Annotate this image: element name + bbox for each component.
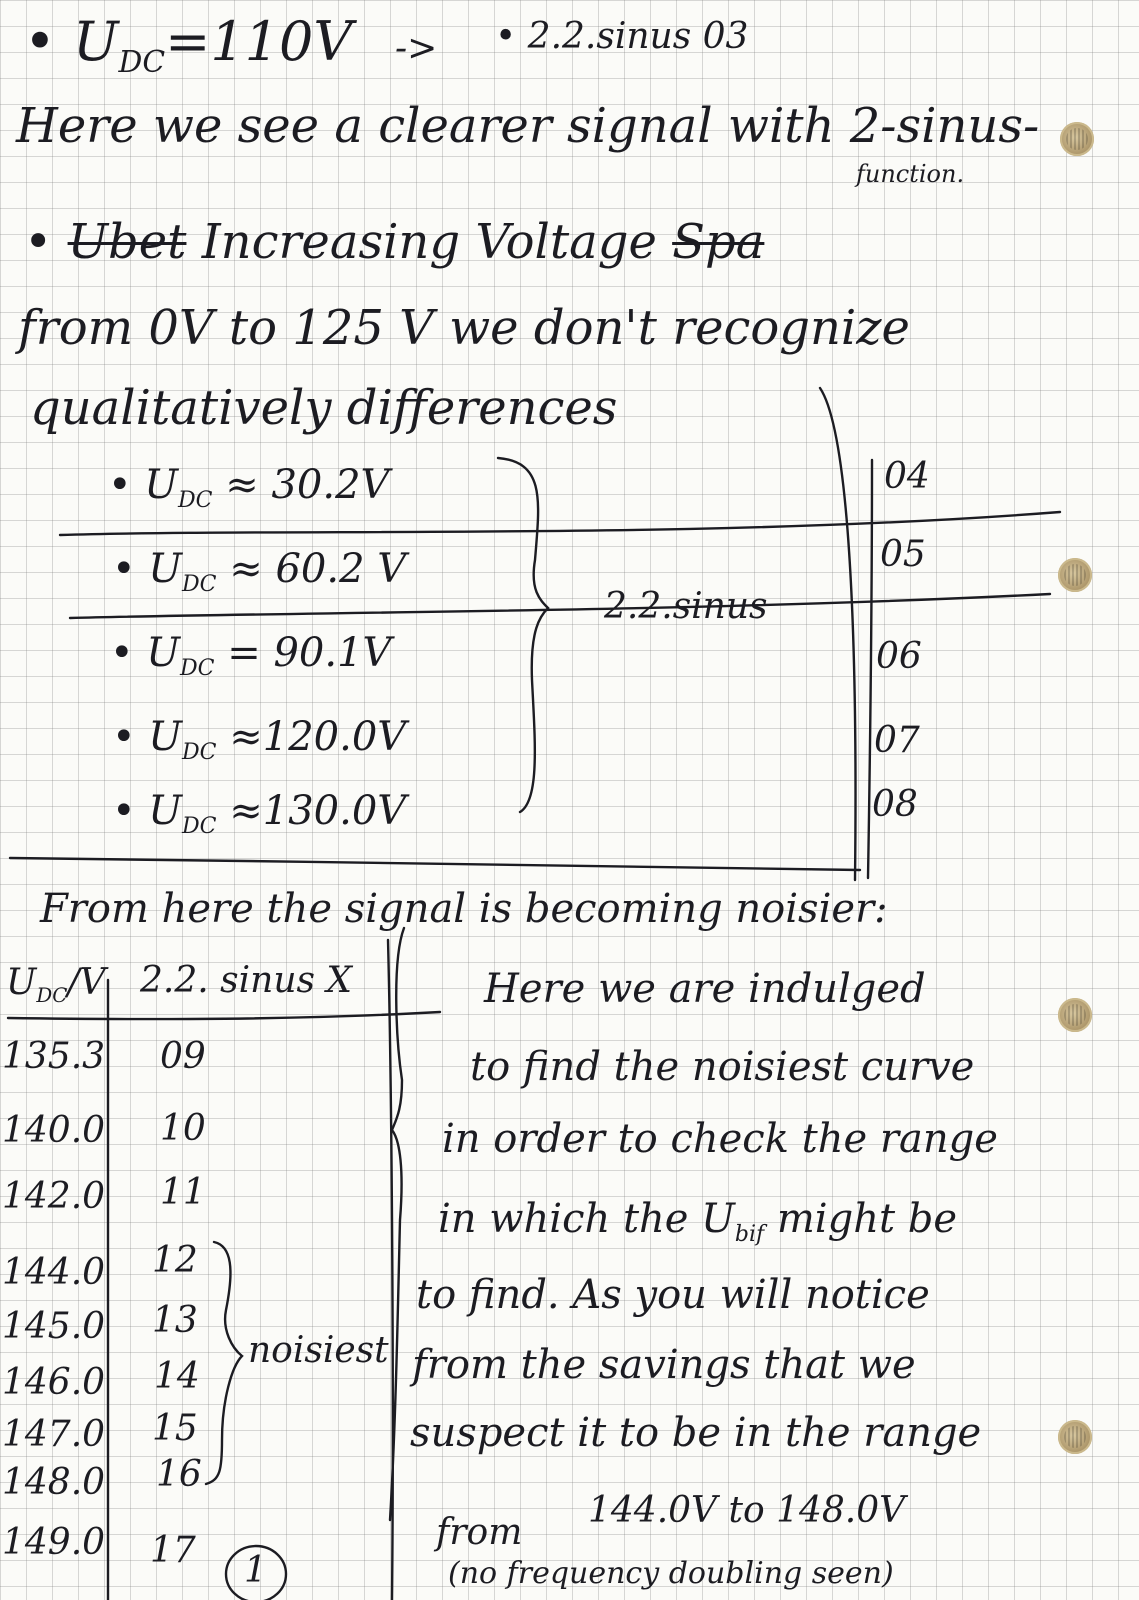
arrow: -> — [395, 28, 438, 69]
note-line: Here we are indulged — [484, 966, 926, 1012]
dc-voltage-110-line — [24, 10, 352, 80]
table-cell-voltage: 142.0 — [2, 1176, 106, 1217]
noisiest-label: noisiest — [248, 1330, 389, 1371]
list-divider — [60, 512, 1060, 535]
voltage-value: =110V — [165, 10, 353, 73]
text: Increasing Voltage — [201, 214, 657, 270]
table-cell-voltage: 149.0 — [2, 1522, 106, 1563]
noisiest-brace — [206, 1242, 242, 1484]
list-divider — [70, 594, 1050, 618]
list-item-voltage: • $U_{DC} \approx 30.2V$ — [108, 462, 390, 513]
footnote-no-frequency-doubling: (no frequency doubling seen) — [448, 1556, 894, 1591]
paragraph-qualitatively: qualitatively differences — [30, 380, 618, 436]
bullet: • — [24, 214, 53, 270]
note-line: to find. As you will notice — [416, 1272, 930, 1318]
table-cell-voltage: 148.0 — [2, 1462, 106, 1503]
voltage-subscript: DC — [118, 44, 166, 80]
list-item-voltage: • $U_{DC} \approx 130.0V$ — [112, 788, 407, 839]
note-line: suspect it to be in the range — [410, 1410, 982, 1456]
measurement-number: 06 — [876, 636, 922, 677]
table-cell-sinus: 16 — [156, 1454, 202, 1495]
paragraph-from-0v: from 0V to 125 V we don't recognize — [18, 300, 910, 356]
bullet: • — [24, 10, 56, 73]
table-cell-sinus: 09 — [160, 1036, 206, 1077]
table-cell-voltage: 146.0 — [2, 1362, 106, 1403]
note-line: from the savings that we — [412, 1342, 916, 1388]
table-cell-voltage: 145.0 — [2, 1306, 106, 1347]
voltage-symbol: U — [73, 10, 119, 73]
page-number: 1 — [244, 1550, 267, 1591]
paragraph-increasing-voltage — [24, 214, 764, 270]
table-cell-voltage: 140.0 — [2, 1110, 106, 1151]
range-from-word: from — [436, 1512, 523, 1553]
table-cell-voltage: 144.0 — [2, 1252, 106, 1293]
table-cell-voltage: 147.0 — [2, 1414, 106, 1455]
note-line: in order to check the range — [442, 1116, 998, 1162]
crossed-out-word: Spa — [672, 214, 765, 270]
measurement-number: 05 — [880, 534, 926, 575]
measurement-number: 07 — [874, 720, 920, 761]
list-divider — [10, 858, 860, 870]
table-cell-sinus: 14 — [154, 1356, 200, 1397]
note-line: to find the noisiest curve — [470, 1044, 975, 1090]
list-brace — [498, 458, 548, 812]
table-cell-sinus: 11 — [160, 1172, 206, 1213]
table-cell-sinus: 17 — [150, 1530, 196, 1571]
brace-label-sinus: 2.2.sinus — [604, 586, 768, 627]
reference-sinus-03: • 2.2.sinus 03 — [495, 16, 749, 57]
list-item-voltage: • $U_{DC} \approx 60.2$ V — [112, 546, 407, 597]
table-cell-voltage: 135.3 — [2, 1036, 106, 1077]
table-cell-sinus: 10 — [160, 1108, 206, 1149]
table-header-sinus-x: 2.2. sinus X — [140, 960, 353, 1001]
table-cell-sinus: 15 — [152, 1408, 198, 1449]
list-item-voltage: • $U_{DC} = 90.1V$ — [110, 630, 392, 681]
table-cell-sinus: 13 — [152, 1300, 198, 1341]
range-values: 144.0V to 148.0V — [588, 1490, 906, 1531]
measurement-number: 08 — [872, 784, 918, 825]
table-cell-sinus: 12 — [152, 1240, 198, 1281]
crossed-out-word: Ubet — [67, 214, 187, 270]
paragraph-clearer-signal: Here we see a clearer signal with 2-sinus- — [16, 98, 1040, 154]
table-header-underline — [8, 1012, 440, 1019]
paragraph-function-word: function. — [856, 160, 965, 188]
note-line: in which the $U_{bif}$ might be — [438, 1196, 958, 1247]
vertical-line — [820, 388, 856, 880]
heading-from-here: From here the signal is becoming noisier: — [40, 886, 888, 932]
list-item-voltage: • $U_{DC} \approx 120.0V$ — [112, 714, 407, 765]
measurement-number: 04 — [884, 456, 930, 497]
table-header-voltage: $U_{DC}/V$ — [6, 962, 106, 1008]
